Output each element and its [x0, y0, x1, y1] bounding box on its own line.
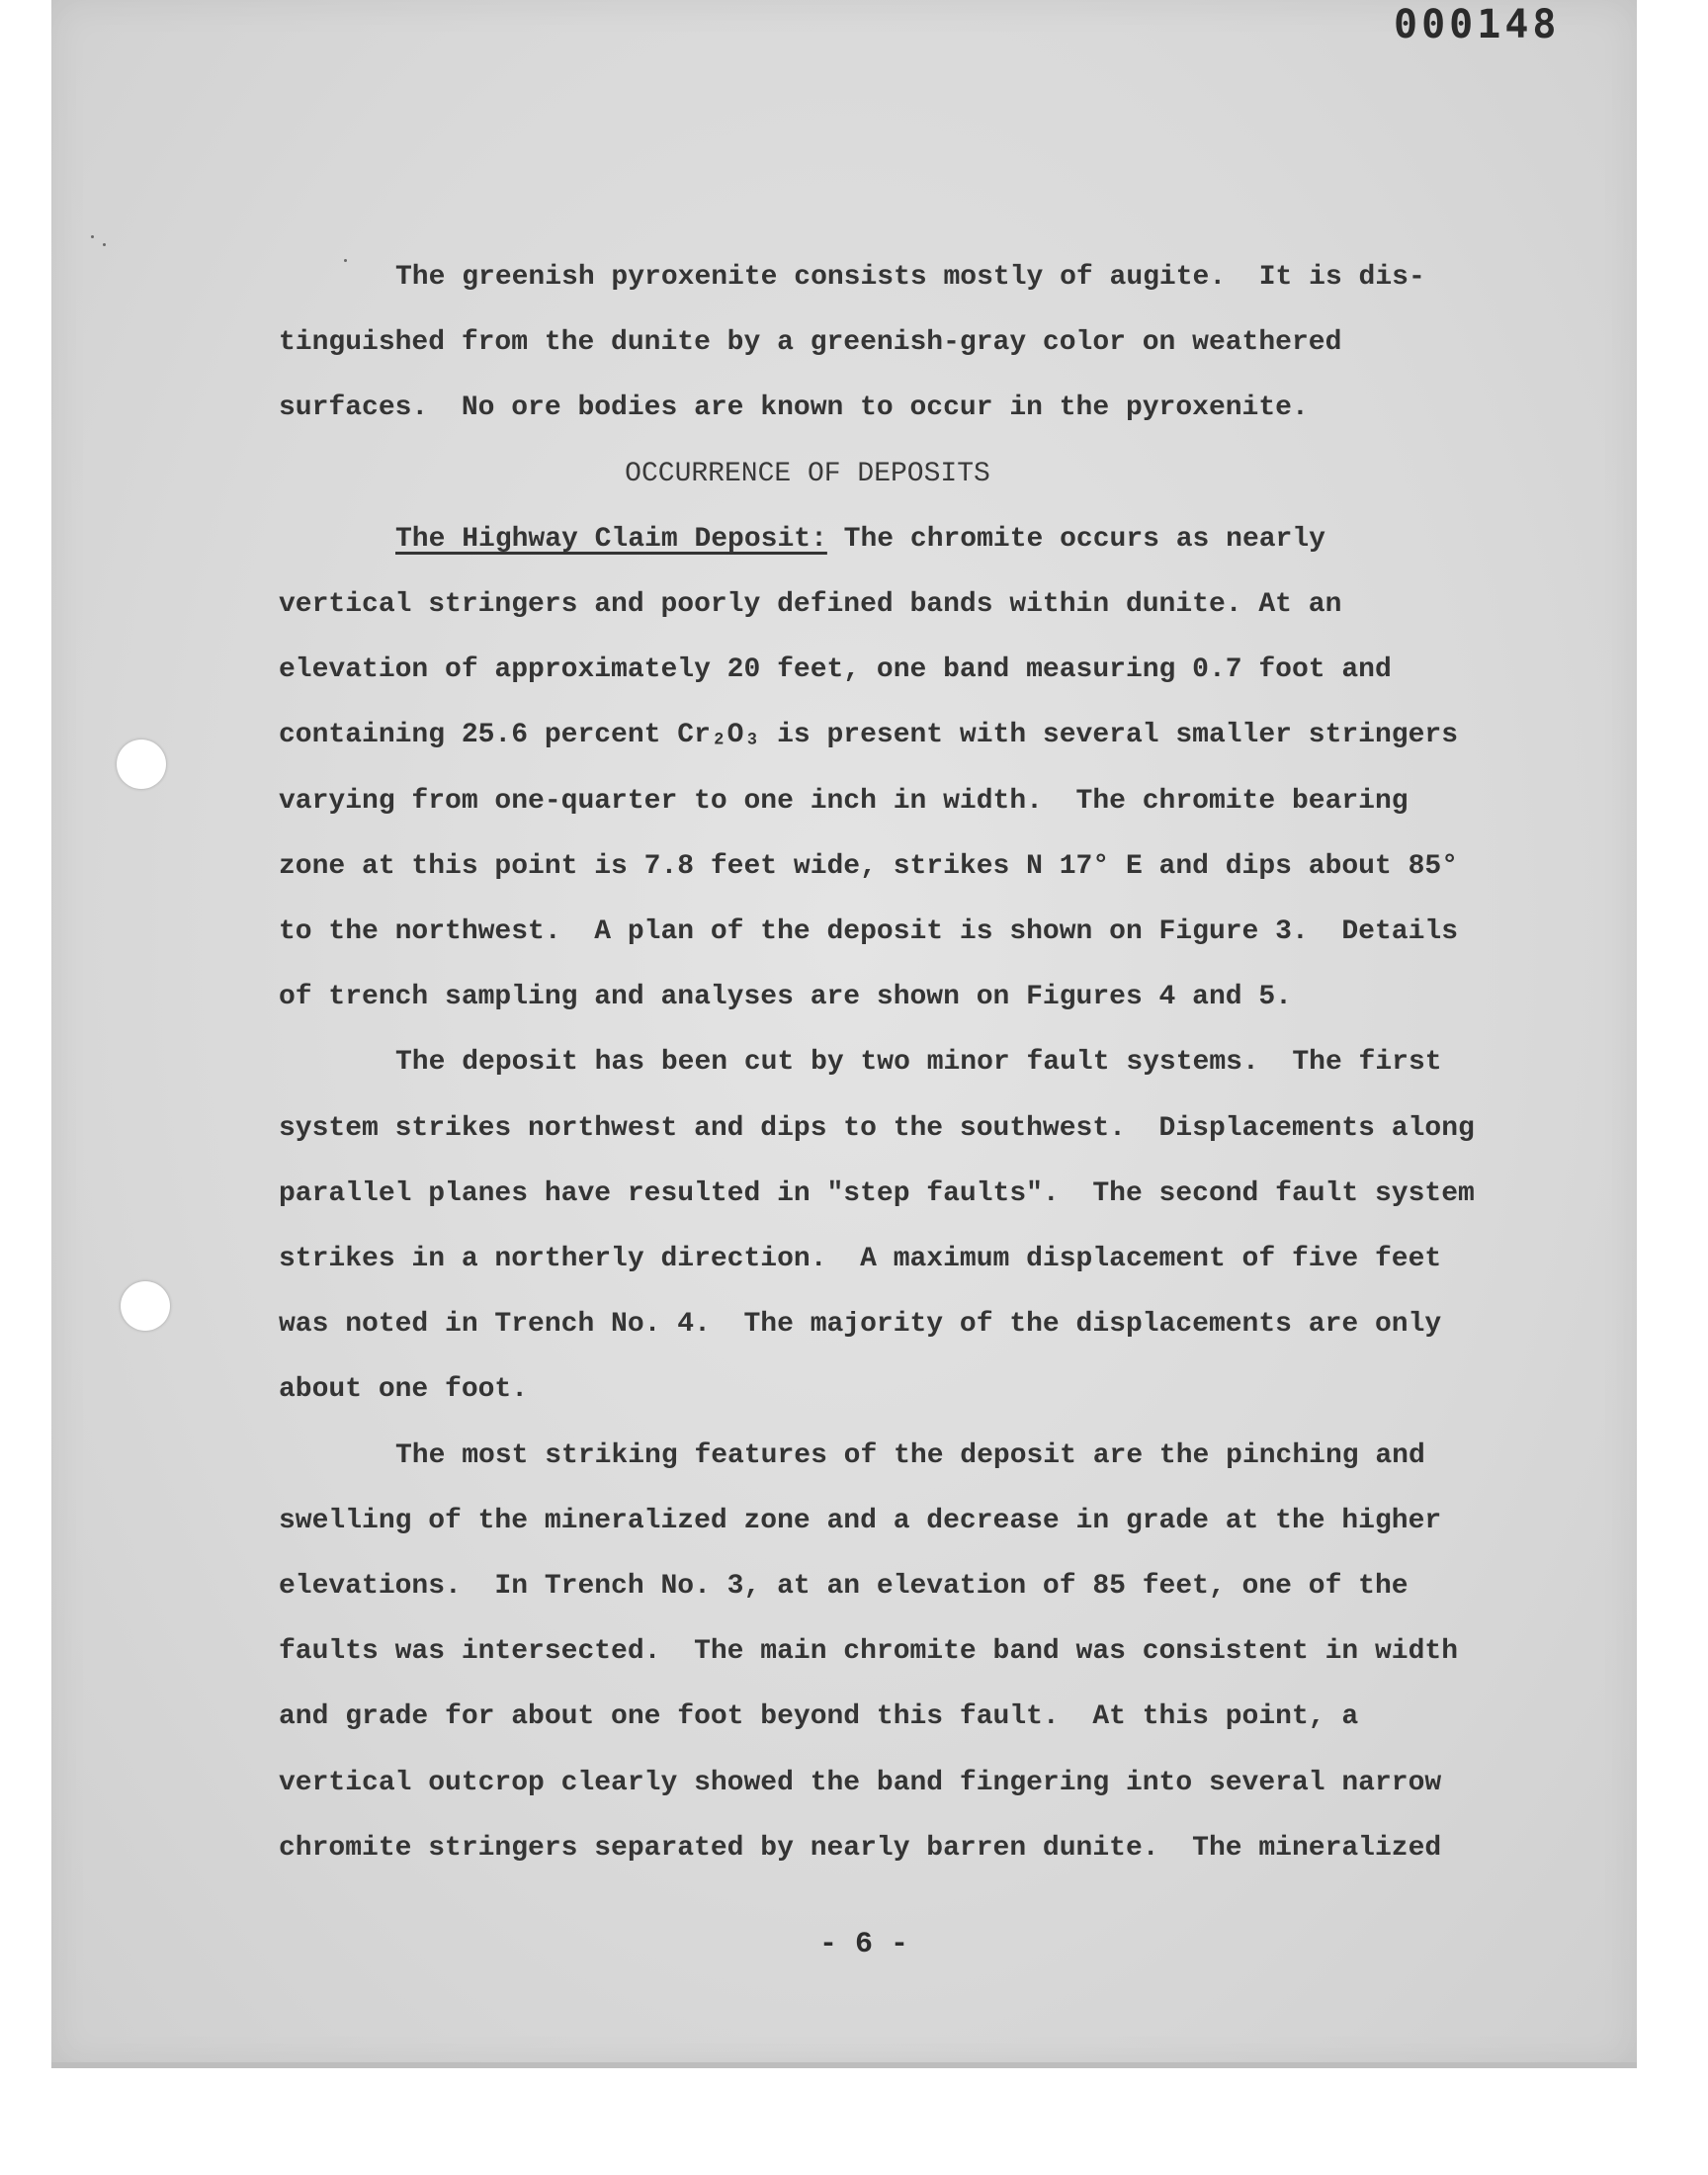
document-body: [279, 245, 1475, 1881]
document-number: 000148: [1394, 2, 1561, 47]
paragraph-2-line: to the northwest. A plan of the deposit is shown on Figure 3. Details: [279, 916, 1458, 948]
paragraph-4-line: elevations. In Trench No. 3, at an elevation of 85 feet, one of the: [279, 1571, 1409, 1603]
paragraph-4-line: The most striking features of the deposit are the pinching and: [395, 1439, 1425, 1471]
paragraph-4-line: swelling of the mineralized zone and a decrease in grade at the higher: [279, 1505, 1442, 1536]
deposit-title: The Highway Claim Deposit:: [395, 523, 827, 555]
paragraph-4-line: and grade for about one foot beyond this fault. At this point, a: [279, 1701, 1359, 1733]
paragraph-3-line: about one foot.: [279, 1374, 529, 1406]
paragraph-4-line: vertical outcrop clearly showed the band fingering into several narrow: [279, 1767, 1442, 1798]
paragraph-2-line: elevation of approximately 20 feet, one band measuring 0.7 foot and: [279, 654, 1392, 686]
paragraph-2-line: zone at this point is 7.8 feet wide, strikes N 17° E and dips about 85°: [279, 850, 1458, 882]
paragraph-2-line: of trench sampling and analyses are shown on Figures 4 and 5.: [279, 982, 1292, 1013]
paragraph-1-line: surfaces. No ore bodies are known to occur in the pyroxenite.: [279, 392, 1309, 424]
paragraph-2-first-line-rest: The chromite occurs as nearly: [826, 523, 1325, 555]
page-speck: [103, 243, 106, 246]
paragraph-2-line: vertical stringers and poorly defined bands within dunite. At an: [279, 589, 1342, 621]
page-speck: [91, 235, 94, 238]
paragraph-3-line: parallel planes have resulted in "step faults". The second fault system: [279, 1177, 1475, 1209]
paragraph-3-line: was noted in Trench No. 4. The majority of the displacements are only: [279, 1309, 1442, 1341]
punch-hole-lower: [121, 1281, 170, 1331]
section-heading: OCCURRENCE OF DEPOSITS: [625, 458, 990, 489]
punch-hole-upper: [117, 740, 166, 789]
paragraph-2-line: varying from one-quarter to one inch in width. The chromite bearing: [279, 785, 1409, 817]
paragraph-3-line: system strikes northwest and dips to the southwest. Displacements along: [279, 1112, 1475, 1144]
paragraph-3-line: The deposit has been cut by two minor fault systems. The first: [395, 1047, 1442, 1079]
paragraph-2-first-line: [279, 507, 1465, 572]
paragraph-4-line: chromite stringers separated by nearly barren dunite. The mineralized: [279, 1832, 1442, 1864]
paragraph-4-line: faults was intersected. The main chromite band was consistent in width: [279, 1636, 1458, 1668]
paragraph-2-line: containing 25.6 percent Cr₂O₃ is present with several smaller stringers: [279, 720, 1458, 751]
paragraph-1-line: The greenish pyroxenite consists mostly of augite. It is dis-: [395, 262, 1425, 293]
paragraph-1-line: tinguished from the dunite by a greenish-gray color on weathered: [279, 327, 1342, 359]
paragraph-3-line: strikes in a northerly direction. A maximum displacement of five feet: [279, 1244, 1442, 1275]
page-number: - 6 -: [818, 1928, 908, 1961]
